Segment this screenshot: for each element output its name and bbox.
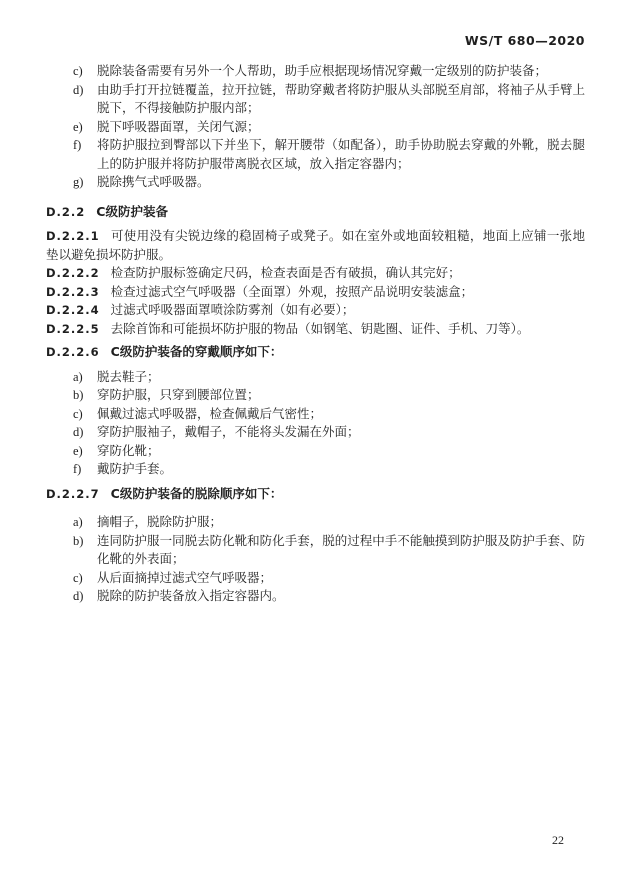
list-item-text: 摘帽子，脱除防护服； <box>97 515 223 529</box>
list-item <box>73 423 585 442</box>
clause-paragraph <box>46 320 585 339</box>
list-item <box>73 136 585 173</box>
standard-number-header: WS/T 680—2020 <box>464 33 585 48</box>
list-item-label: a) <box>73 515 83 529</box>
list-item-text: 由助手打开拉链覆盖，拉开拉链，帮助穿戴者将防护服从头部脱至肩部，将袖子从手臂上脱下，不得接触防护服内部； <box>97 82 585 115</box>
list-item <box>73 173 585 192</box>
list-item-label: c) <box>73 406 83 421</box>
list-item <box>73 587 585 606</box>
list-item <box>73 118 585 137</box>
list-item-text: 脱除携气式呼吸器。 <box>97 175 210 189</box>
section-heading-d227 <box>46 485 585 504</box>
list-item-label: a) <box>73 369 83 384</box>
list-item-text: 脱去鞋子； <box>97 369 160 384</box>
clause-paragraph <box>46 227 585 264</box>
list-item-text: 穿防护服袖子，戴帽子，不能将头发漏在外面； <box>97 425 360 439</box>
list-item-text: 佩戴过滤式呼吸器，检查佩戴后气密性； <box>97 406 323 421</box>
list-item-text: 穿防化靴； <box>97 443 160 458</box>
clause-paragraph <box>46 283 585 302</box>
doffing-list <box>46 513 585 606</box>
list-item-label: b) <box>73 388 84 402</box>
section-number: D.2.2.6 <box>46 345 100 359</box>
clause-text: 检查过滤式空气呼吸器（全面罩）外观，按照产品说明安装滤盒； <box>110 284 474 299</box>
list-item <box>73 513 585 532</box>
donning-list <box>46 368 585 479</box>
list-item <box>73 532 585 569</box>
clause-number: D.2.2.1 <box>46 229 100 243</box>
list-item <box>73 62 585 81</box>
list-item <box>73 81 585 118</box>
doffing-list-continued <box>46 62 585 192</box>
list-item <box>73 442 585 461</box>
list-item-label: e) <box>73 443 83 458</box>
list-item-text: 脱除的防护装备放入指定容器内。 <box>97 589 285 603</box>
list-item-label: c) <box>73 570 83 585</box>
clause-text: 可使用没有尖锐边缘的稳固椅子或凳子。如在室外或地面较粗糙，地面上应铺一张地垫以避免损坏防护服。 <box>46 229 585 262</box>
list-item <box>73 569 585 588</box>
list-item-text: 脱除装备需要有另外一个人帮助，助手应根据现场情况穿戴一定级别的防护装备； <box>97 64 548 78</box>
page-number: 22 <box>552 833 564 847</box>
clause-text: 检查防护服标签确定尺码，检查表面是否有破损，确认其完好； <box>110 266 461 280</box>
list-item-label: c) <box>73 64 83 78</box>
clause-paragraph <box>46 301 585 320</box>
list-item <box>73 460 585 479</box>
list-item-label: f) <box>73 462 82 476</box>
list-item <box>73 386 585 405</box>
list-item-label: g) <box>73 175 84 189</box>
clause-number: D.2.2.4 <box>46 303 100 317</box>
section-title: C级防护装备的穿戴顺序如下： <box>110 344 283 359</box>
list-item-text: 将防护服拉到臀部以下并坐下，解开腰带（如配备），助手协助脱去穿戴的外靴，脱去腿上的防护服并将防护服带离脱衣区域，放入指定容器内； <box>97 138 585 171</box>
clause-paragraph <box>46 264 585 283</box>
list-item-label: d) <box>73 425 84 439</box>
clause-number: D.2.2.2 <box>46 266 100 280</box>
list-item-text: 从后面摘掉过滤式空气呼吸器； <box>97 570 273 585</box>
list-item-text: 穿防护服，只穿到腰部位置； <box>97 388 260 402</box>
list-item-label: f) <box>73 138 82 152</box>
clause-number: D.2.2.5 <box>46 321 100 336</box>
list-item-text: 戴防护手套。 <box>97 462 173 476</box>
section-number: D.2.2 <box>46 204 86 219</box>
section-number: D.2.2.7 <box>46 486 100 501</box>
section-heading-d226 <box>46 343 585 362</box>
clause-number: D.2.2.3 <box>46 284 100 299</box>
clause-text: 去除首饰和可能损坏防护服的物品（如钢笔、钥匙圈、证件、手机、刀等）。 <box>110 321 530 336</box>
section-heading-d22 <box>46 203 585 222</box>
list-item-label: b) <box>73 533 84 548</box>
list-item-label: d) <box>73 589 84 603</box>
list-item-label: d) <box>73 82 84 97</box>
list-item <box>73 368 585 387</box>
list-item-label: e) <box>73 119 83 134</box>
list-item-text: 连同防护服一同脱去防化靴和防化手套，脱的过程中手不能触摸到防护服及防护手套、防化靴的外表面； <box>97 533 585 566</box>
section-title: C级防护装备的脱除顺序如下： <box>110 485 283 501</box>
list-item-text: 脱下呼吸器面罩，关闭气源； <box>97 119 260 134</box>
list-item <box>73 405 585 424</box>
clause-text: 过滤式呼吸器面罩喷涂防雾剂（如有必要）； <box>110 303 355 317</box>
section-title: C级防护装备 <box>96 203 168 219</box>
